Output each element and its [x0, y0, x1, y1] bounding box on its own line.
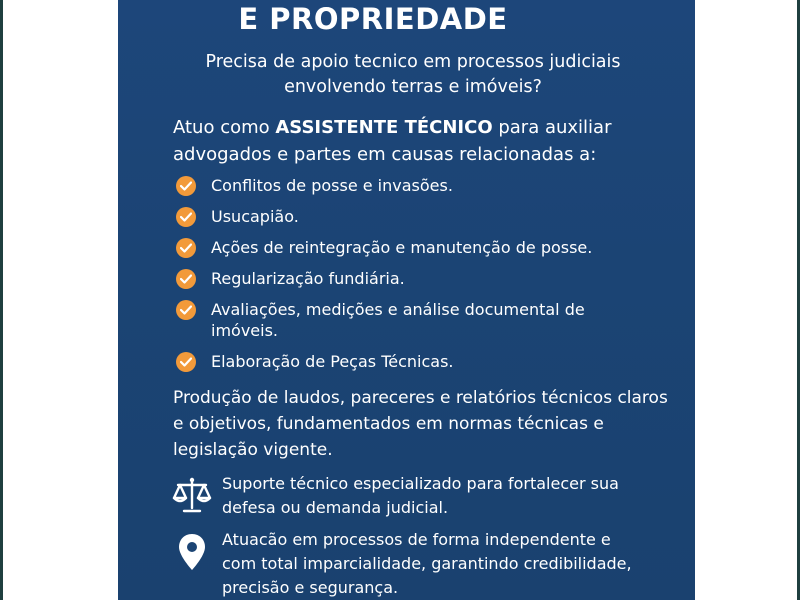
- check-icon: [176, 207, 196, 227]
- list-item: [176, 351, 646, 372]
- list-item: [176, 175, 646, 196]
- feature-impartiality-text: Atuacão em processos de forma independente e com total imparcialidade, garantindo credibilidade, precisão e segurança.: [222, 530, 632, 597]
- check-icon: [176, 300, 196, 320]
- list-item: [176, 299, 646, 341]
- production-paragraph: Produção de laudos, pareceres e relatórios técnicos claros e objetivos, fundamentados em normas técnicas e legislação vigente.: [173, 388, 668, 460]
- list-item-label: Avaliações, medições e análise documental de imóveis.: [211, 300, 585, 340]
- intro-highlight: ASSISTENTE TÉCNICO: [275, 117, 493, 138]
- check-icon: [176, 352, 196, 372]
- check-icon: [176, 269, 196, 289]
- list-item-label: Usucapião.: [211, 207, 299, 226]
- list-item-label: Elaboração de Peças Técnicas.: [211, 352, 454, 371]
- list-item: [176, 237, 646, 258]
- list-item: [176, 268, 646, 289]
- intro-suffix: para auxiliar advogados e partes em causas relacionadas a:: [173, 117, 612, 165]
- subtitle-line-1: Precisa de apoio tecnico em processos judiciais: [205, 52, 621, 72]
- list-item-label: Regularização fundiária.: [211, 269, 405, 288]
- subtitle-line-2: envolvendo terras e imóveis?: [284, 77, 542, 97]
- left-border: [0, 0, 3, 600]
- services-checklist: [176, 175, 646, 372]
- list-item: [176, 206, 646, 227]
- page-title: E PROPRIEDADE: [238, 2, 508, 36]
- intro-text: [173, 114, 683, 168]
- list-item-label: Ações de reintegração e manutenção de posse.: [211, 238, 593, 257]
- location-pin-icon: [170, 530, 214, 574]
- feature-support-text: Suporte técnico especializado para fortalecer sua defesa ou demanda judicial.: [222, 474, 619, 517]
- check-icon: [176, 238, 196, 258]
- subtitle: [168, 50, 658, 100]
- flyer-panel: [118, 0, 695, 600]
- list-item-label: Conflitos de posse e invasões.: [211, 176, 453, 195]
- scales-icon: [170, 474, 214, 518]
- intro-prefix: Atuo como: [173, 117, 276, 138]
- check-icon: [176, 176, 196, 196]
